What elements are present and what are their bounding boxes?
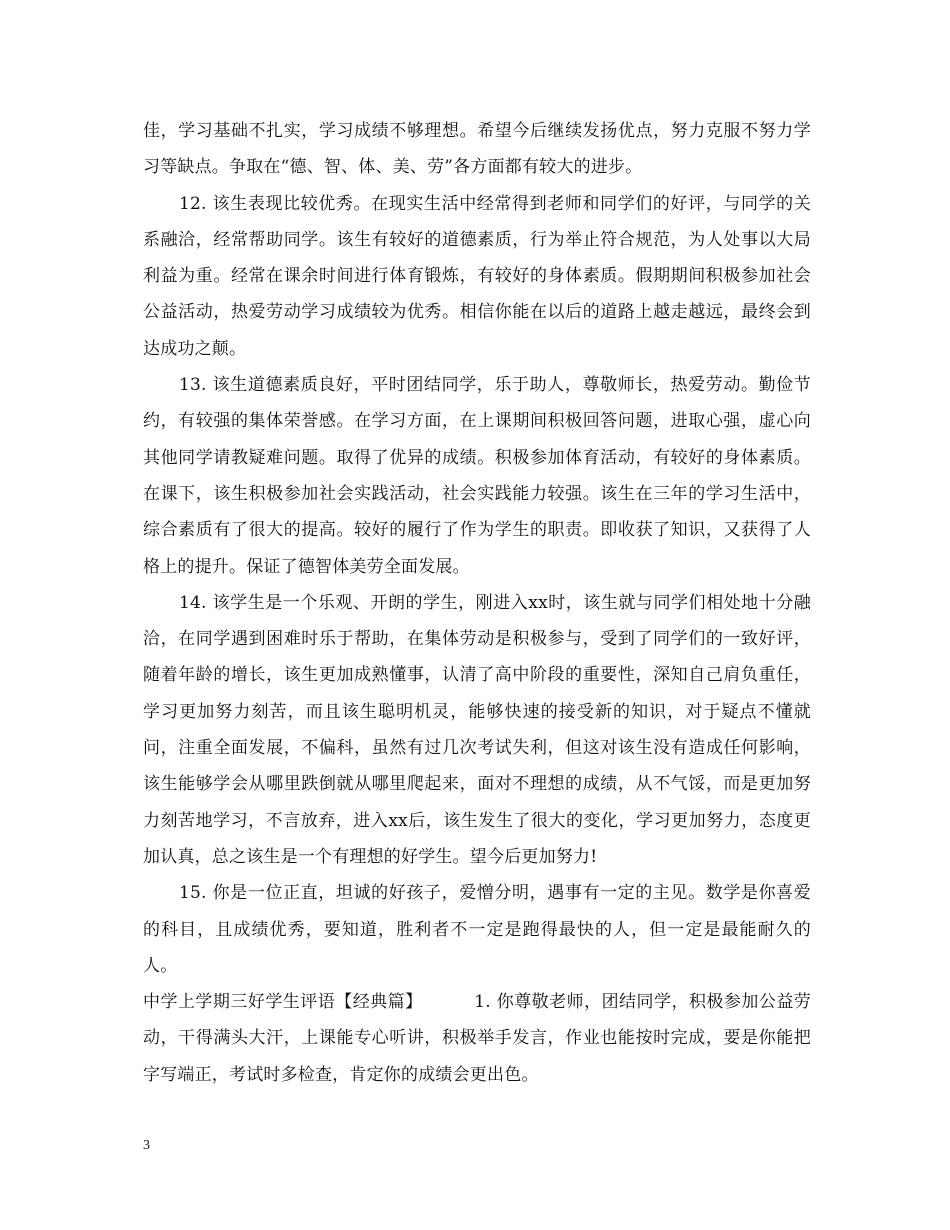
page-number: 3: [143, 1138, 150, 1153]
section-paragraph: [143, 984, 811, 1093]
paragraph-item-15: 15. 你是一位正直，坦诚的好孩子，爱憎分明，遇事有一定的主见。数学是你喜爱的科目，且成绩优秀，要知道，胜利者不一定是跑得最快的人，但一定是最能耐久的人。: [143, 883, 811, 976]
paragraph-continuation: 佳，学习基础不扎实，学习成绩不够理想。希望今后继续发扬优点，努力克服不努力学习等缺点。争取在“德、智、体、美、劳”各方面都有较大的进步。: [143, 121, 811, 178]
paragraph-item-12: 12. 该生表现比较优秀。在现实生活中经常得到老师和同学们的好评，与同学的关系融洽，经常帮助同学。该生有较好的道德素质，行为举止符合规范，为人处事以大局利益为重。经常在课余时间进行体育锻炼，有较好的身体素质。假期期间积极参加社会公益活动，热爱劳动学习成绩较为优秀。相信你能在以后的道路上越走越远，最终会到达成功之颠。: [143, 193, 811, 359]
paragraph-item-13: 13. 该生道德素质良好，平时团结同学，乐于助人，尊敬师长，热爱劳动。勤俭节约，有较强的集体荣誉感。在学习方面，在上课期间积极回答问题，进取心强，虚心向其他同学请教疑难问题。取得了优异的成绩。积极参加体育活动，有较好的身体素质。在课下，该生积极参加社会实践活动，社会实践能力较强。该生在三年的学习生活中，综合素质有了很大的提高。较好的履行了作为学生的职责。即收获了知识，又获得了人格上的提升。保证了德智体美劳全面发展。: [143, 375, 811, 577]
paragraph-item-14: 14. 该学生是一个乐观、开朗的学生，刚进入xx时，该生就与同学们相处地十分融洽，在同学遇到困难时乐于帮助，在集体劳动是积极参与，受到了同学们的一致好评，随着年龄的增长，该生更加成熟懂事，认清了高中阶段的重要性，深知自己肩负重任，学习更加努力刻苦，而且该生聪明机灵，能够快速的接受新的知识，对于疑点不懂就问，注重全面发展，不偏科，虽然有过几次考试失利，但这对该生没有造成任何影响，该生能够学会从哪里跌倒就从哪里爬起来，面对不理想的成绩，从不气馁，而是更加努力刻苦地学习，不言放弃，进入xx后，该生发生了很大的变化，学习更加努力，态度更加认真，总之该生是一个有理想的好学生。望今后更加努力!: [143, 592, 811, 867]
section-first-item: 1. 你尊敬老师，团结同学，积极参加公益劳动，干得满头大汗，上课能专心听讲，积极举手发言，作业也能按时完成，要是你能把字写端正，考试时多检查，肯定你的成绩会更出色。: [143, 992, 811, 1085]
document-body: [143, 113, 811, 1093]
section-heading: 中学上学期三好学生评语【经典篇】: [143, 992, 423, 1013]
section-gap: [423, 992, 475, 1012]
